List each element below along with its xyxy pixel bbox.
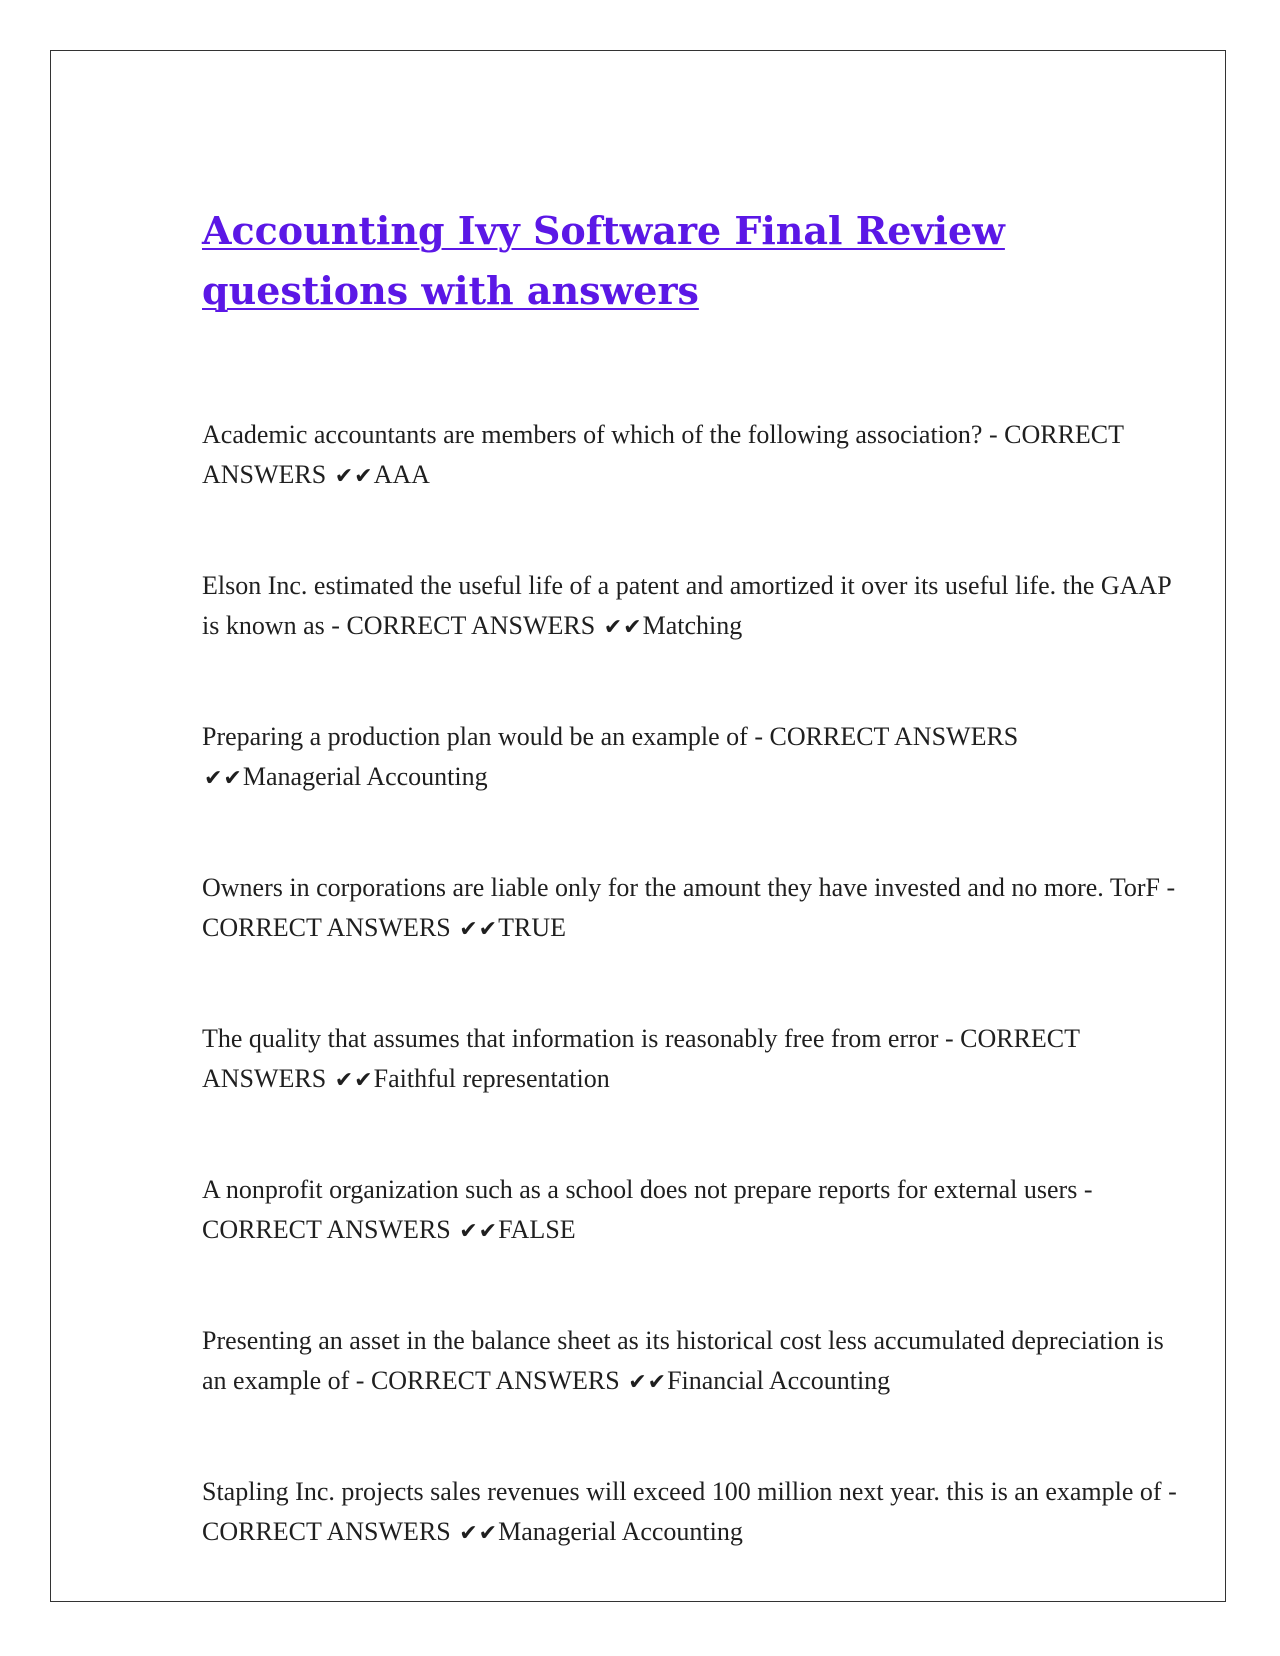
question-text: Presenting an asset in the balance sheet as its historical cost less accumulated depreciation is an example of	[202, 1326, 1164, 1395]
page-frame	[50, 50, 1226, 1602]
qa-item	[202, 1170, 1182, 1250]
separator: -	[324, 611, 347, 640]
double-check-icon: ✔✔	[459, 917, 499, 942]
answer-label: CORRECT ANSWERS	[202, 1024, 1080, 1093]
separator: -	[1160, 873, 1176, 902]
double-check-icon: ✔✔	[459, 1521, 499, 1546]
double-check-icon: ✔✔	[603, 615, 643, 640]
qa-item	[202, 1472, 1182, 1552]
qa-item	[202, 717, 1182, 797]
document-content	[202, 201, 1182, 1546]
double-check-icon: ✔✔	[334, 464, 374, 489]
answer-label: CORRECT ANSWERS	[202, 913, 451, 942]
answer-text: FALSE	[498, 1215, 576, 1244]
document-title-link[interactable]: Accounting Ivy Software Final Review questions with answers	[202, 208, 1005, 313]
question-text: Owners in corporations are liable only for the amount they have invested and no more. TorF	[202, 873, 1161, 902]
separator: -	[982, 420, 1005, 449]
qa-item	[202, 1321, 1182, 1401]
qa-item	[202, 1019, 1182, 1099]
answer-text: Faithful representation	[373, 1064, 610, 1093]
double-check-icon: ✔✔	[628, 1370, 668, 1395]
answer-label: CORRECT ANSWERS	[370, 1366, 620, 1395]
answer-text: AAA	[373, 460, 430, 489]
answer-label: CORRECT ANSWERS	[202, 420, 1124, 489]
question-text: A nonprofit organization such as a school does not prepare reports for external users	[202, 1175, 1078, 1204]
separator: -	[938, 1024, 961, 1053]
question-text: Stapling Inc. projects sales revenues will exceed 100 million next year. this is an example of	[202, 1477, 1162, 1506]
answer-text: TRUE	[498, 913, 567, 942]
question-text: Elson Inc. estimated the useful life of a patent and amortized it over its useful life. the GAAP is known as	[202, 571, 1171, 640]
answer-label: CORRECT ANSWERS	[202, 1517, 451, 1546]
qa-item	[202, 566, 1182, 646]
separator: -	[1077, 1175, 1093, 1204]
separator: -	[349, 1366, 371, 1395]
qa-item	[202, 868, 1182, 948]
separator: -	[747, 722, 770, 751]
question-text: Academic accountants are members of which of the following association?	[202, 420, 983, 449]
answer-text: Managerial Accounting	[498, 1517, 743, 1546]
double-check-icon: ✔✔	[334, 1068, 374, 1093]
double-check-icon: ✔✔	[204, 766, 243, 791]
qa-item	[202, 415, 1182, 495]
answer-label: CORRECT ANSWERS	[202, 1215, 451, 1244]
separator: -	[1161, 1477, 1177, 1506]
question-text: The quality that assumes that information is reasonably free from error	[202, 1024, 939, 1053]
answer-label: CORRECT ANSWERS	[769, 722, 1019, 751]
answer-text: Financial Accounting	[667, 1366, 891, 1395]
answer-text: Matching	[642, 611, 743, 640]
double-check-icon: ✔✔	[459, 1219, 499, 1244]
answer-label: CORRECT ANSWERS	[346, 611, 596, 640]
answer-text: Managerial Accounting	[242, 762, 488, 791]
qa-list	[202, 415, 1182, 1623]
question-text: Preparing a production plan would be an example of	[202, 722, 748, 751]
